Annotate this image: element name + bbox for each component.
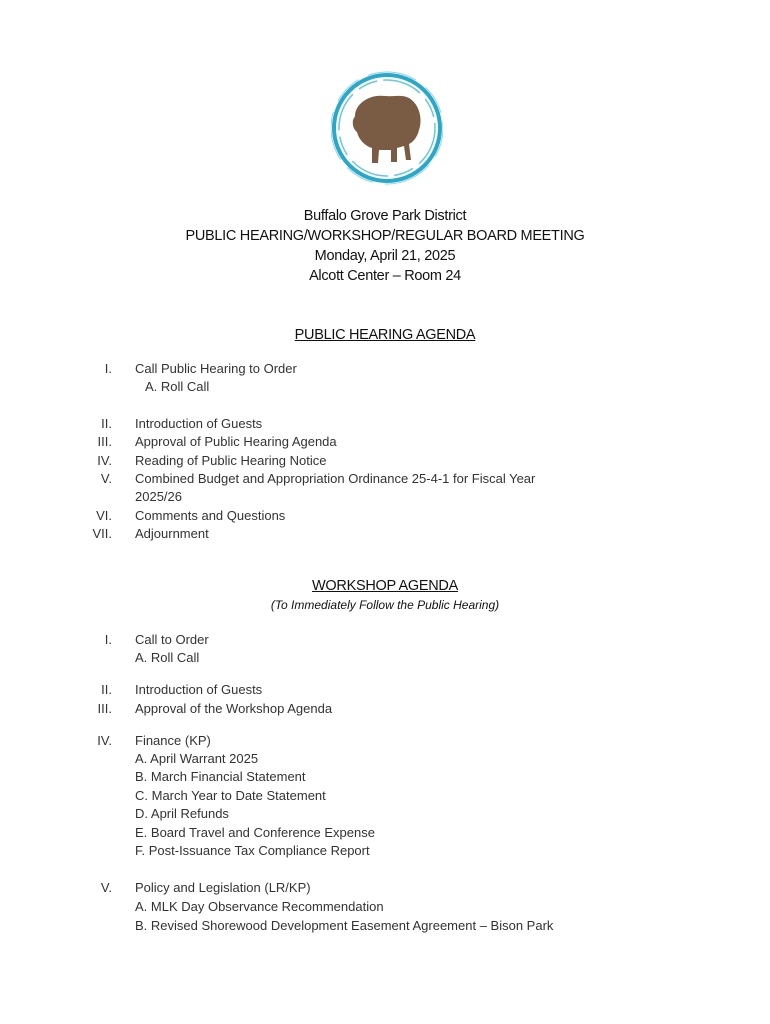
- ws-subitem: A. April Warrant 2025: [135, 751, 259, 766]
- meeting-date: Monday, April 21, 2025: [314, 248, 456, 264]
- ph-item-text: Adjournment: [135, 526, 209, 541]
- meeting-location: Alcott Center – Room 24: [309, 268, 461, 284]
- ws-subitem: A. Roll Call: [135, 650, 200, 665]
- ph-item-num: III.: [97, 434, 112, 449]
- ph-item-text-cont: 2025/26: [135, 489, 182, 504]
- ws-item-num: V.: [100, 880, 112, 895]
- ws-subitem: F. Post-Issuance Tax Compliance Report: [135, 843, 370, 858]
- ws-subitem: D. April Refunds: [135, 806, 229, 821]
- ws-subitem: B. Revised Shorewood Development Easement Agreement – Bison Park: [135, 918, 554, 933]
- bison-logo-icon: [331, 68, 443, 188]
- workshop-title: WORKSHOP AGENDA: [312, 578, 458, 594]
- ws-subitem: E. Board Travel and Conference Expense: [135, 825, 375, 840]
- ws-item-num: I.: [104, 632, 112, 647]
- ph-item-text: Introduction of Guests: [135, 416, 263, 431]
- ph-item-text: Call Public Hearing to Order: [135, 361, 297, 376]
- ph-item-num: VI.: [96, 508, 112, 523]
- ph-item-num: IV.: [97, 453, 112, 468]
- ws-subitem: A. MLK Day Observance Recommendation: [135, 899, 384, 914]
- ph-subitem: A. Roll Call: [145, 379, 210, 394]
- ws-item-text: Introduction of Guests: [135, 682, 263, 697]
- ws-subitem: C. March Year to Date Statement: [135, 788, 326, 803]
- org-name: Buffalo Grove Park District: [303, 208, 467, 224]
- workshop-subtitle: (To Immediately Follow the Public Hearing): [270, 598, 500, 612]
- meeting-title: PUBLIC HEARING/WORKSHOP/REGULAR BOARD MEETING: [185, 228, 585, 244]
- ph-item-num: II.: [101, 416, 112, 431]
- ws-item-text: Approval of the Workshop Agenda: [135, 701, 333, 716]
- ph-item-text: Combined Budget and Appropriation Ordinance 25-4-1 for Fiscal Year: [135, 471, 536, 486]
- ph-item-num: I.: [104, 361, 112, 376]
- ws-item-num: II.: [101, 682, 112, 697]
- ph-item-text: Reading of Public Hearing Notice: [135, 453, 327, 468]
- ph-item-num: V.: [100, 471, 112, 486]
- ph-item-text: Comments and Questions: [135, 508, 286, 523]
- ws-item-text: Policy and Legislation (LR/KP): [135, 880, 311, 895]
- ws-item-text: Call to Order: [135, 632, 209, 647]
- ws-item-num: IV.: [97, 733, 112, 748]
- public-hearing-title: PUBLIC HEARING AGENDA: [294, 327, 476, 343]
- ws-item-text: Finance (KP): [135, 733, 211, 748]
- ph-item-text: Approval of Public Hearing Agenda: [135, 434, 337, 449]
- ph-item-num: VII.: [92, 526, 112, 541]
- ws-item-num: III.: [97, 701, 112, 716]
- ws-subitem: B. March Financial Statement: [135, 769, 306, 784]
- meeting-header: [0, 206, 770, 286]
